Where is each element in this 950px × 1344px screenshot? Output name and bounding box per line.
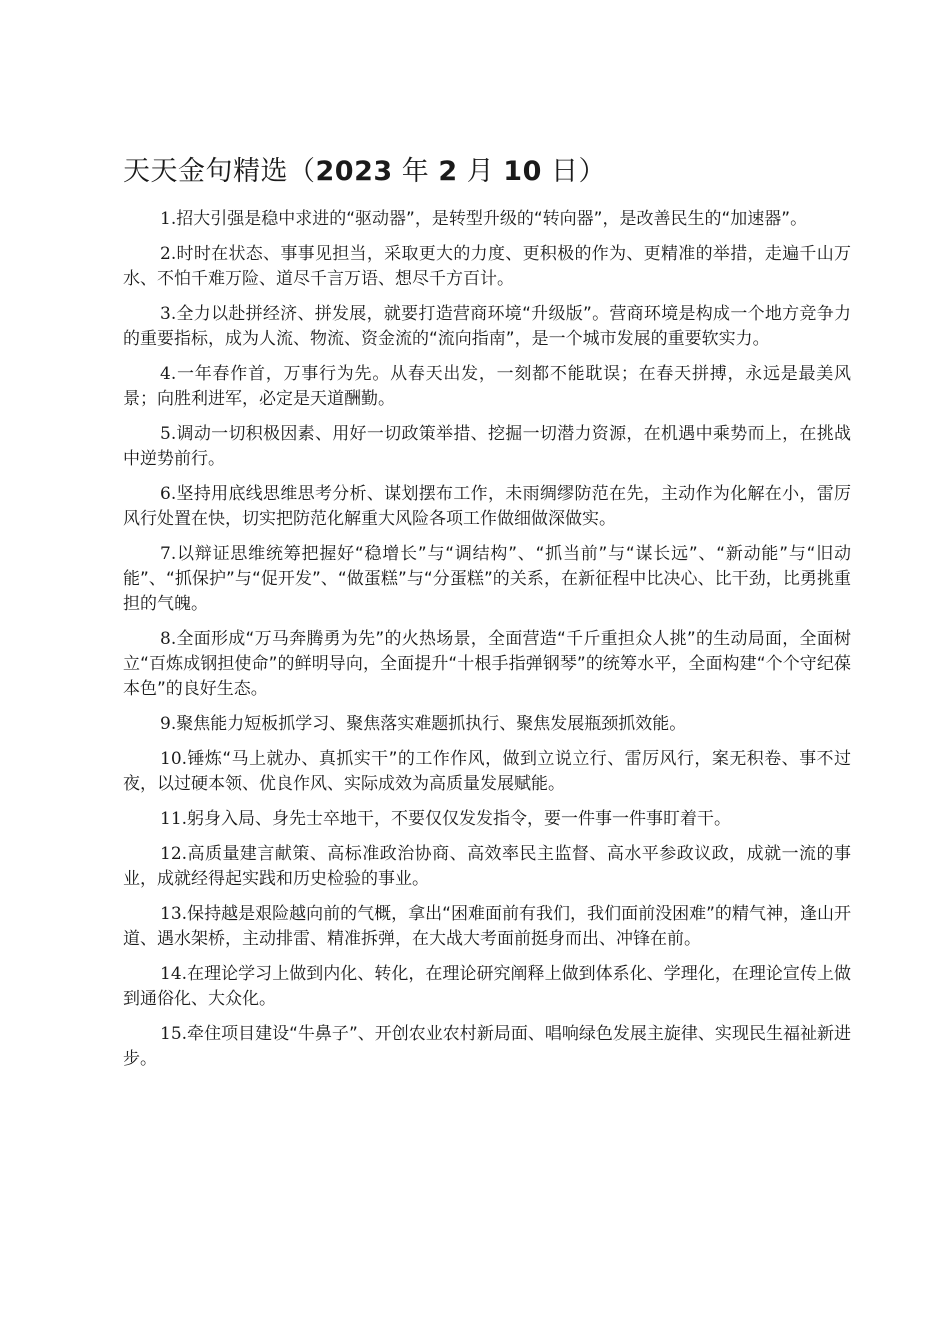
title-day: 10 xyxy=(503,156,542,187)
quote-text: 锤炼“马上就办、真抓实干”的工作作风，做到立说立行、雷厉风行，案无积卷、事不过夜，以过硬本领、优良作风、实际成效为高质量发展赋能。 xyxy=(123,749,851,794)
quote-paragraph xyxy=(123,747,851,797)
title-year-suffix: 年 xyxy=(392,156,439,187)
quote-paragraph xyxy=(123,207,851,232)
quote-index: 12. xyxy=(160,844,188,864)
page-title xyxy=(123,152,843,192)
quote-paragraph xyxy=(123,542,851,617)
quote-text: 全力以赴拼经济、拼发展，就要打造营商环境“升级版”。营商环境是构成一个地方竞争力的重要指标，成为人流、物流、资金流的“流向指南”，是一个城市发展的重要软实力。 xyxy=(123,304,851,349)
quote-index: 7. xyxy=(160,544,177,564)
quote-paragraph xyxy=(123,962,851,1012)
quote-paragraph xyxy=(123,627,851,702)
quote-index: 1. xyxy=(160,209,177,229)
quote-index: 11. xyxy=(160,809,188,829)
quote-paragraph xyxy=(123,807,851,832)
quote-text: 高质量建言献策、高标准政治协商、高效率民主监督、高水平参政议政，成就一流的事业，成就经得起实践和历史检验的事业。 xyxy=(123,844,851,889)
quote-index: 2. xyxy=(160,244,177,264)
title-month-suffix: 月 xyxy=(457,156,504,187)
quote-paragraph xyxy=(123,1022,851,1072)
quote-paragraph xyxy=(123,712,851,737)
quote-list xyxy=(123,207,851,1082)
quote-paragraph xyxy=(123,362,851,412)
quote-index: 9. xyxy=(160,714,177,734)
quote-text: 一年春作首，万事行为先。从春天出发，一刻都不能耽误；在春天拼搏，永远是最美风景；向胜利进军，必定是天道酬勤。 xyxy=(123,364,851,409)
quote-index: 14. xyxy=(160,964,188,984)
quote-index: 15. xyxy=(160,1024,188,1044)
quote-text: 时时在状态、事事见担当，采取更大的力度、更积极的作为、更精准的举措，走遍千山万水、不怕千难万险、道尽千言万语、想尽千方百计。 xyxy=(123,244,851,289)
quote-paragraph xyxy=(123,422,851,472)
title-day-suffix: 日） xyxy=(541,156,606,187)
quote-index: 6. xyxy=(160,484,177,504)
quote-text: 牵住项目建设“牛鼻子”、开创农业农村新局面、唱响绿色发展主旋律、实现民生福祉新进步。 xyxy=(123,1024,851,1069)
quote-paragraph xyxy=(123,482,851,532)
quote-index: 10. xyxy=(160,749,188,769)
title-year: 2023 xyxy=(315,156,393,187)
quote-text: 在理论学习上做到内化、转化，在理论研究阐释上做到体系化、学理化，在理论宣传上做到通俗化、大众化。 xyxy=(123,964,851,1009)
quote-paragraph xyxy=(123,842,851,892)
quote-text: 全面形成“万马奔腾勇为先”的火热场景，全面营造“千斤重担众人挑”的生动局面，全面树立“百炼成钢担使命”的鲜明导向，全面提升“十根手指弹钢琴”的统筹水平，全面构建“个个守纪葆本色”的良好生态。 xyxy=(123,629,851,699)
quote-text: 保持越是艰险越向前的气概，拿出“困难面前有我们，我们面前没困难”的精气神，逢山开道、遇水架桥，主动排雷、精准拆弹，在大战大考面前挺身而出、冲锋在前。 xyxy=(123,904,851,949)
quote-index: 8. xyxy=(160,629,177,649)
quote-index: 13. xyxy=(160,904,188,924)
quote-index: 3. xyxy=(160,304,177,324)
quote-index: 4. xyxy=(160,364,177,384)
quote-text: 坚持用底线思维思考分析、谋划摆布工作，未雨绸缪防范在先，主动作为化解在小，雷厉风行处置在快，切实把防范化解重大风险各项工作做细做深做实。 xyxy=(123,484,851,529)
quote-index: 5. xyxy=(160,424,177,444)
quote-text: 调动一切积极因素、用好一切政策举措、挖掘一切潜力资源，在机遇中乘势而上，在挑战中逆势前行。 xyxy=(123,424,851,469)
quote-text: 以辩证思维统筹把握好“稳增长”与“调结构”、“抓当前”与“谋长远”、“新动能”与“旧动能”、“抓保护”与“促开发”、“做蛋糕”与“分蛋糕”的关系，在新征程中比决心、比干劲，比勇挑重担的气魄。 xyxy=(123,544,851,614)
quote-text: 躬身入局、身先士卒地干，不要仅仅发发指令，要一件事一件事盯着干。 xyxy=(187,809,732,829)
quote-text: 招大引强是稳中求进的“驱动器”，是转型升级的“转向器”，是改善民生的“加速器”。 xyxy=(176,209,808,229)
quote-paragraph xyxy=(123,242,851,292)
title-month: 2 xyxy=(438,156,458,187)
quote-text: 聚焦能力短板抓学习、聚焦落实难题抓执行、聚焦发展瓶颈抓效能。 xyxy=(176,714,687,734)
title-prefix: 天天金句精选（ xyxy=(123,156,316,187)
quote-paragraph xyxy=(123,902,851,952)
quote-paragraph xyxy=(123,302,851,352)
